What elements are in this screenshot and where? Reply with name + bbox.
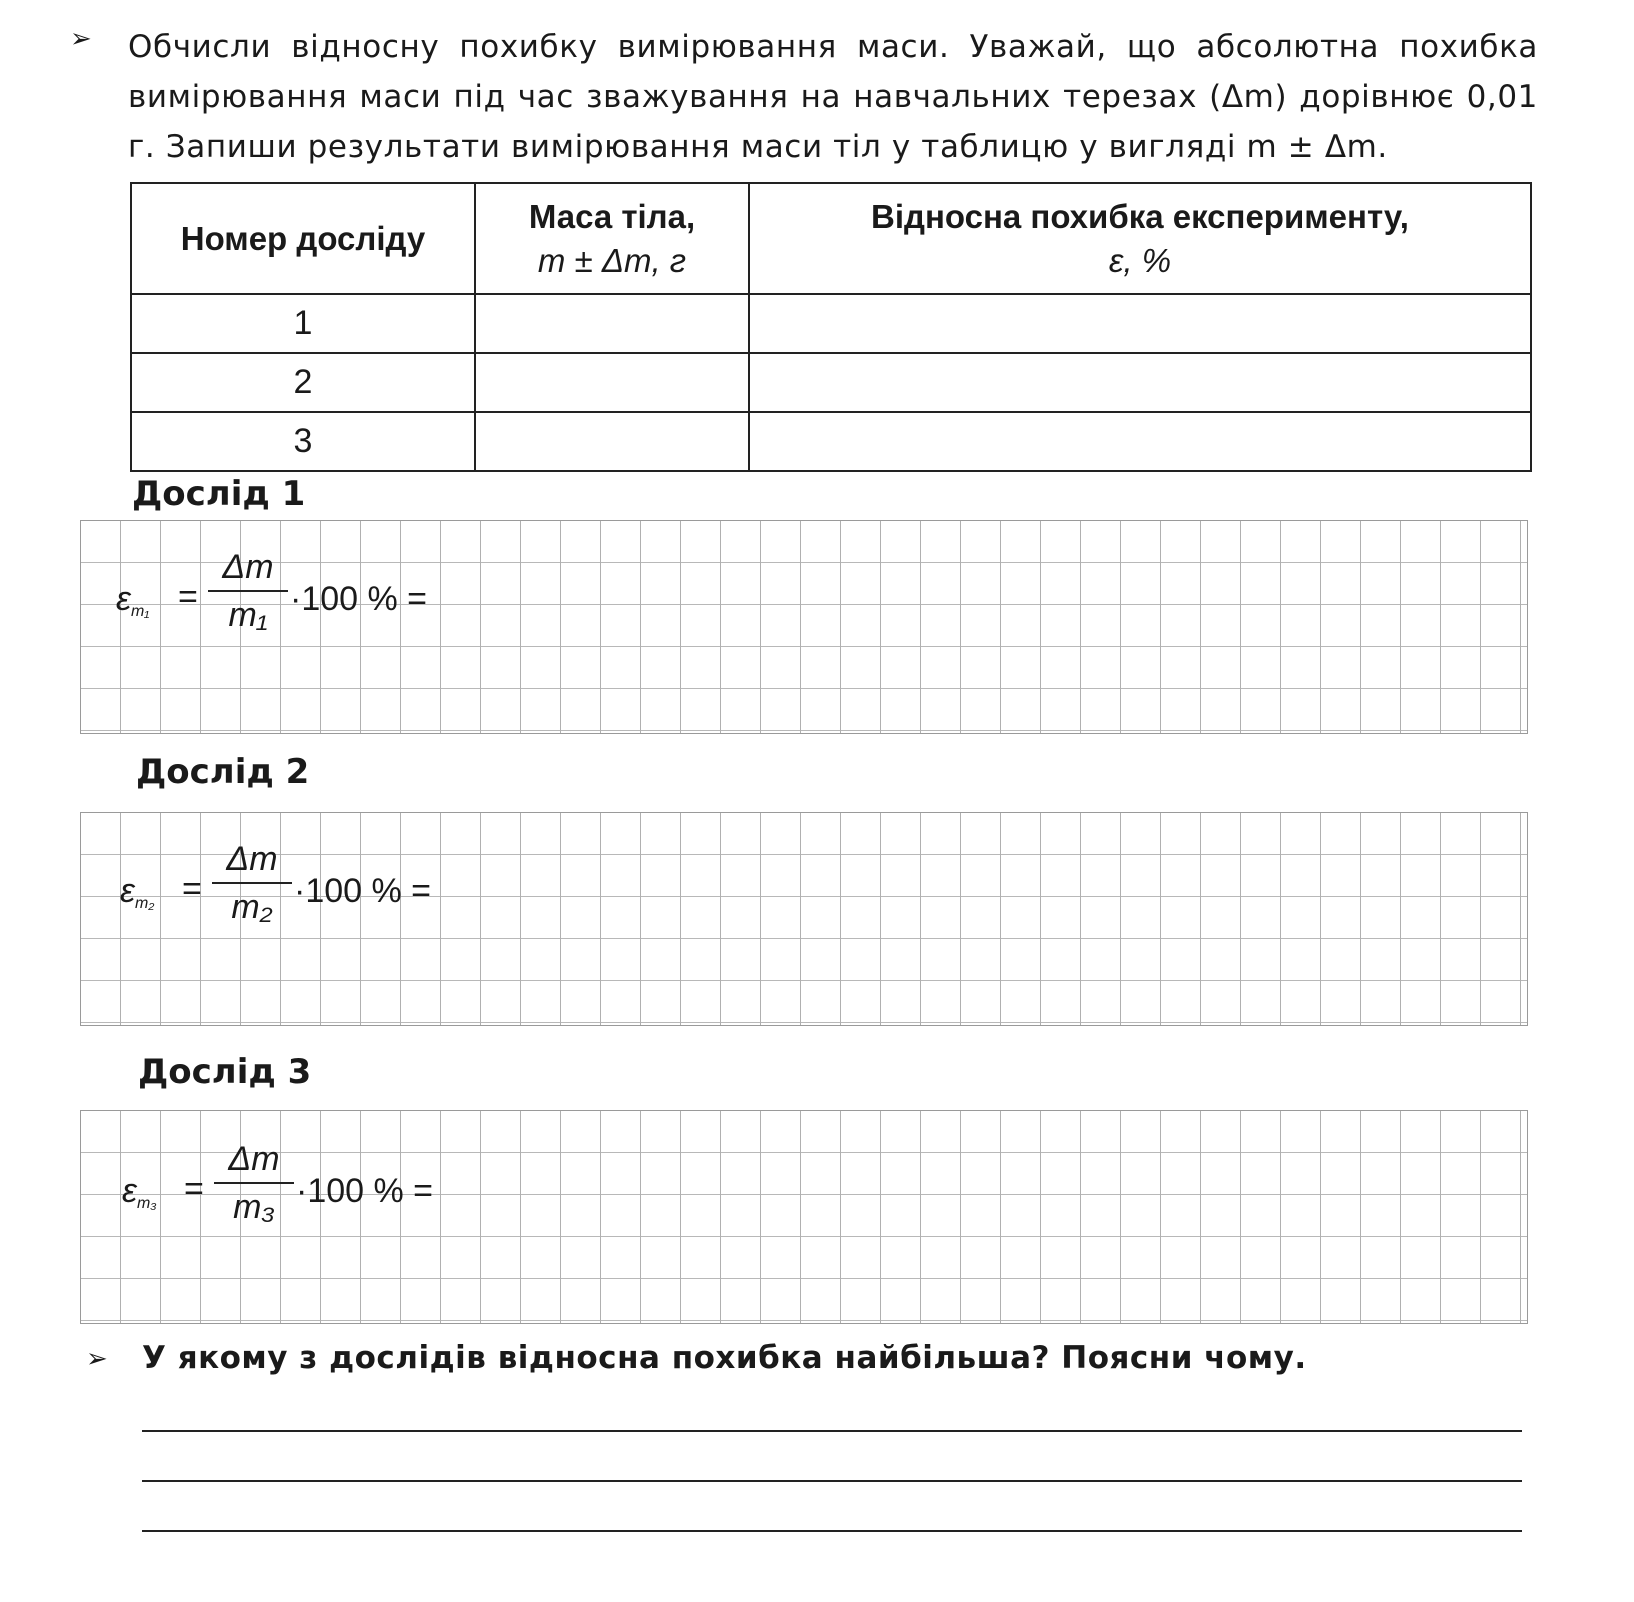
bullet-arrow-icon: ➢ (86, 1344, 108, 1374)
table-row (131, 294, 1531, 353)
header-relative-error: Відносна похибка експерименту, ε, % (749, 183, 1531, 294)
answer-line-1[interactable] (142, 1430, 1522, 1432)
header-body-mass: Маса тіла, m ± Δm, г (475, 183, 749, 294)
header-experiment-number: Номер досліду (131, 183, 475, 294)
bullet-arrow-icon: ➢ (70, 24, 92, 54)
error-cell[interactable] (749, 294, 1531, 353)
mass-cell[interactable] (475, 412, 749, 471)
answer-line-2[interactable] (142, 1480, 1522, 1482)
mass-cell[interactable] (475, 353, 749, 412)
experiment-2-title: Дослід 2 (136, 752, 310, 792)
table-row (131, 353, 1531, 412)
error-cell[interactable] (749, 412, 1531, 471)
answer-line-3[interactable] (142, 1530, 1522, 1532)
experiment-3-title: Дослід 3 (138, 1052, 312, 1092)
table-header-row (131, 183, 1531, 294)
fraction: Δm m₂ (212, 840, 292, 926)
table-row (131, 412, 1531, 471)
experiment-1-title: Дослід 1 (132, 474, 306, 514)
experiment-2-formula: $\varepsilon_{m_2}$ = Δm m₂ ·100 % = (120, 840, 432, 926)
fraction: Δm m₃ (214, 1140, 294, 1226)
task-instruction: Обчисли відносну похибку вимірювання маси. Уважай, що абсолютна похибка вимірювання маси під час зважування на навчальних терезах (Δm) дорівнює 0,01 г. Запиши результати вимірювання маси тіл у таблицю у вигляді m ± Δm. (128, 29, 1538, 165)
error-cell[interactable] (749, 353, 1531, 412)
experiment-1-formula: $\varepsilon_{m_1}$ = Δm m₁ ·100 % = (116, 548, 428, 634)
mass-cell[interactable] (475, 294, 749, 353)
row-number: 3 (131, 412, 475, 471)
fraction: Δm m₁ (208, 548, 288, 634)
experiment-3-formula: $\varepsilon_{m_3}$ = Δm m₃ ·100 % = (122, 1140, 434, 1226)
row-number: 1 (131, 294, 475, 353)
question-text: У якому з дослідів відносна похибка найбільша? Поясни чому. (142, 1340, 1307, 1376)
row-number: 2 (131, 353, 475, 412)
results-table (130, 182, 1532, 472)
